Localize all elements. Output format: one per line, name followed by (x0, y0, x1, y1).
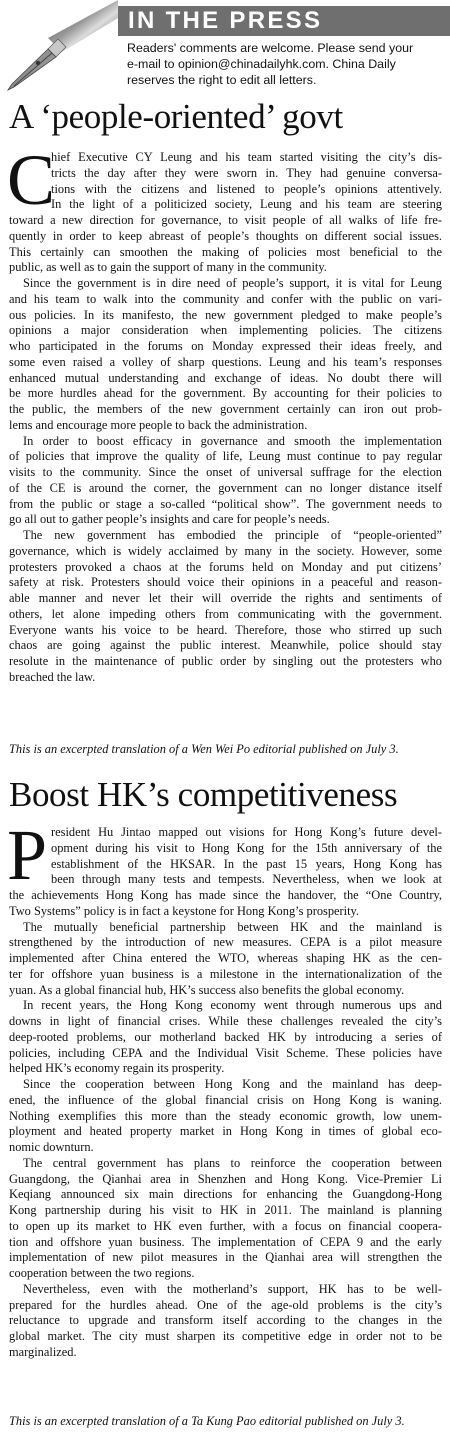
text-line: Since the government is in dire need of people’s support, it is vital for Leung (23, 276, 442, 290)
text-line: nomic downturn. (9, 1140, 94, 1154)
text-line: In recent years, the Hong Kong economy went through numerous ups and (23, 998, 442, 1013)
article-headline: Boost HK’s competitiveness (9, 775, 398, 814)
text-line: strengthened by the introduction of new measures. CEPA is a pilot measure (9, 935, 442, 950)
text-line: The mutually beneficial partnership between HK and the mainland is (23, 919, 442, 934)
text-line: from the public or stage a so-called “political show”. The government needs to (9, 496, 442, 511)
text-line: enhanced mutual understanding and exchange of ideas. No doubt there will (9, 370, 442, 385)
text-line: go all out to gather people’s insights and care for people’s needs. (9, 512, 330, 527)
section-title: IN THE PRESS (128, 7, 323, 34)
text-line: quently in order to keep abreast of people’s thoughts on different social issues. (9, 228, 442, 243)
text-line: hief Executive CY Leung and his team started visiting the city’s dis- (51, 150, 442, 164)
text-line: Everyone wants his voice to be heard. Therefore, those who stirred up such (9, 622, 442, 637)
text-line: ployment and heated property market in Hong Kong in times of global eco- (9, 1124, 442, 1139)
text-line: the public, the members of the new government certainly can iron out prob- (9, 402, 442, 416)
text-line: cooperation between the two regions. (9, 1266, 195, 1280)
text-line: lems and encourage more people to back the administration. (9, 417, 308, 432)
text-line: some even raised a volley of sharp questions. Leung and his team’s responses (9, 354, 442, 369)
text-line: In order to boost efficacy in governance and smooth the implementation (23, 433, 442, 448)
text-line: resident Hu Jintao mapped out visions for Hong Kong’s future devel- (51, 825, 442, 839)
text-line: ous policies. In its manifesto, the new government pledged to make people’s (9, 307, 442, 322)
text-line: marginalized. (9, 1344, 77, 1359)
article-body (7, 815, 442, 1361)
text-line: Kong partnership during his visit to HK in 2011. The mainland is planning (9, 1203, 442, 1217)
text-line: breached the law. (9, 669, 96, 684)
text-line: helped HK’s economy regain its prosperity. (9, 1061, 225, 1076)
text-line: visits to the community. Since the onset of universal suffrage for the election (9, 465, 442, 479)
text-line: resolute in the maintenance of public order by singling out the protesters who (9, 654, 442, 668)
text-line: protesters provoked a chaos at the forums held on Monday and put citizens’ (9, 559, 442, 574)
notice-line: Readers' comments are welcome. Please send your (127, 41, 414, 55)
text-line: others, let alone impeding others from communicating with the government. (9, 606, 442, 621)
text-line: tricts the day after they were sworn in. They had genuine conversa- (51, 165, 442, 180)
text-line: the achievements Hong Kong has made since the handover, the “One Country, (9, 888, 442, 902)
text-line: ter for offshore yuan business is a milestone in the internationalization of the (9, 966, 442, 981)
drop-cap: P (7, 815, 48, 895)
text-line: Two Systems” policy is in fact a keystone for Hong Kong’s prosperity. (9, 903, 360, 918)
text-line: implemented after China entered the WTO, whereas shaping HK as the cen- (9, 951, 442, 965)
notice-line: reserves the right to edit all letters. (127, 73, 317, 87)
text-line: Since the cooperation between Hong Kong and the mainland has deep- (23, 1077, 442, 1091)
notice-line: e-mail to opinion@chinadailyhk.com. China Daily (127, 57, 396, 71)
text-line: safety at risk. Protesters should voice their opinions in a peaceful and reason- (9, 575, 442, 590)
text-line: In the light of a politicized society, Leung and his team are steering (51, 197, 442, 212)
text-line: This certainly can smoothen the making of policies most beneficial to the (9, 244, 442, 259)
article-credit: This is an excerpted translation of a Wen Wei Po editorial published on July 3. (9, 742, 399, 756)
text-line: Keqiang announced six main directions for enhancing the Guangdong-Hong (9, 1187, 442, 1202)
text-line: of policies that improve the quality of life, Leung must continue to pay regular (9, 449, 442, 464)
text-line: policies, including CEPA and the Individual Visit Scheme. These policies have (9, 1045, 442, 1060)
text-line: yuan. As a global financial hub, HK’s success also benefits the global economy. (9, 982, 405, 997)
section-banner (118, 6, 450, 36)
text-line: reluctance to upgrade and transform itself according to the changes in the (9, 1313, 442, 1328)
drop-cap: C (7, 140, 56, 220)
text-line: establishment of the HKSAR. In the past 15 years, Hong Kong has (51, 856, 442, 871)
text-line: The central government has plans to reinforce the cooperation between (23, 1155, 442, 1170)
text-line: be more hurdles ahead for the government. By accounting for their policies to (9, 386, 442, 401)
text-line: been through many tests and tempests. Nevertheless, when we look at (51, 872, 442, 887)
text-line: opment during his visit to Hong Kong for the 15th anniversary of the (51, 840, 442, 855)
text-line: tions with the citizens and listened to people’s opinions attentively. (51, 181, 442, 196)
text-line: of the CE is around the corner, the government can no longer distance itself (9, 480, 442, 495)
text-line: to open up its market to HK even further, with a focus on financial coopera- (9, 1218, 442, 1233)
fountain-pen-icon (0, 0, 118, 92)
text-line: public, as well as to gain the support of many in the community. (9, 260, 327, 275)
text-line: who participated in the forums on Monday expressed their ideas freely, and (9, 339, 442, 353)
text-line: Nothing exemplifies this more than the steady economic growth, low unem- (9, 1108, 442, 1123)
text-line: downs in light of financial crises. While these challenges revealed the city’s (9, 1014, 442, 1028)
text-line: toward a new direction for governance, to visit people of all walks of life fre- (9, 213, 442, 227)
reader-notice (127, 40, 445, 88)
text-line: ened, the influence of the global financial crisis on Hong Kong is waning. (9, 1092, 442, 1107)
text-line: chaos are going against the public interest. Meanwhile, police should stay (9, 638, 442, 653)
text-line: global market. The city must sharpen its competitive edge in order not to be (9, 1329, 442, 1343)
text-line: The new government has embodied the principle of “people-oriented” (23, 528, 442, 542)
text-line: tion and offshore yuan business. The implementation of CEPA 9 and the early (9, 1234, 442, 1249)
text-line: Guangdong, the Qianhai area in Shenzhen and Hong Kong. Vice-Premier Li (9, 1171, 442, 1186)
text-line: Nevertheless, even with the motherland’s support, HK has to be well- (23, 1281, 442, 1296)
text-line: governance, which is widely acclaimed by many in the society. However, some (9, 543, 442, 558)
article-credit: This is an excerpted translation of a Ta Kung Pao editorial published on July 3. (9, 1414, 405, 1428)
text-line: and his team to walk into the community and confer with the public on vari- (9, 291, 442, 306)
text-line: deep-rooted problems, our motherland backed HK by introducing a series of (9, 1029, 442, 1044)
text-line: implementation of new pilot measures in the Qianhai area will strengthen the (9, 1250, 442, 1265)
text-line: prepared for the hurdles ahead. One of the age-old problems is the city’s (9, 1297, 442, 1312)
text-line: able manner and never let their will override the rights and sentiments of (9, 591, 442, 605)
in-the-press-header (0, 0, 450, 92)
article-headline: A ‘people-oriented’ govt (9, 97, 343, 136)
article-body (7, 140, 442, 686)
text-line: opinions a major consideration when implementing policies. The citizens (9, 323, 442, 338)
